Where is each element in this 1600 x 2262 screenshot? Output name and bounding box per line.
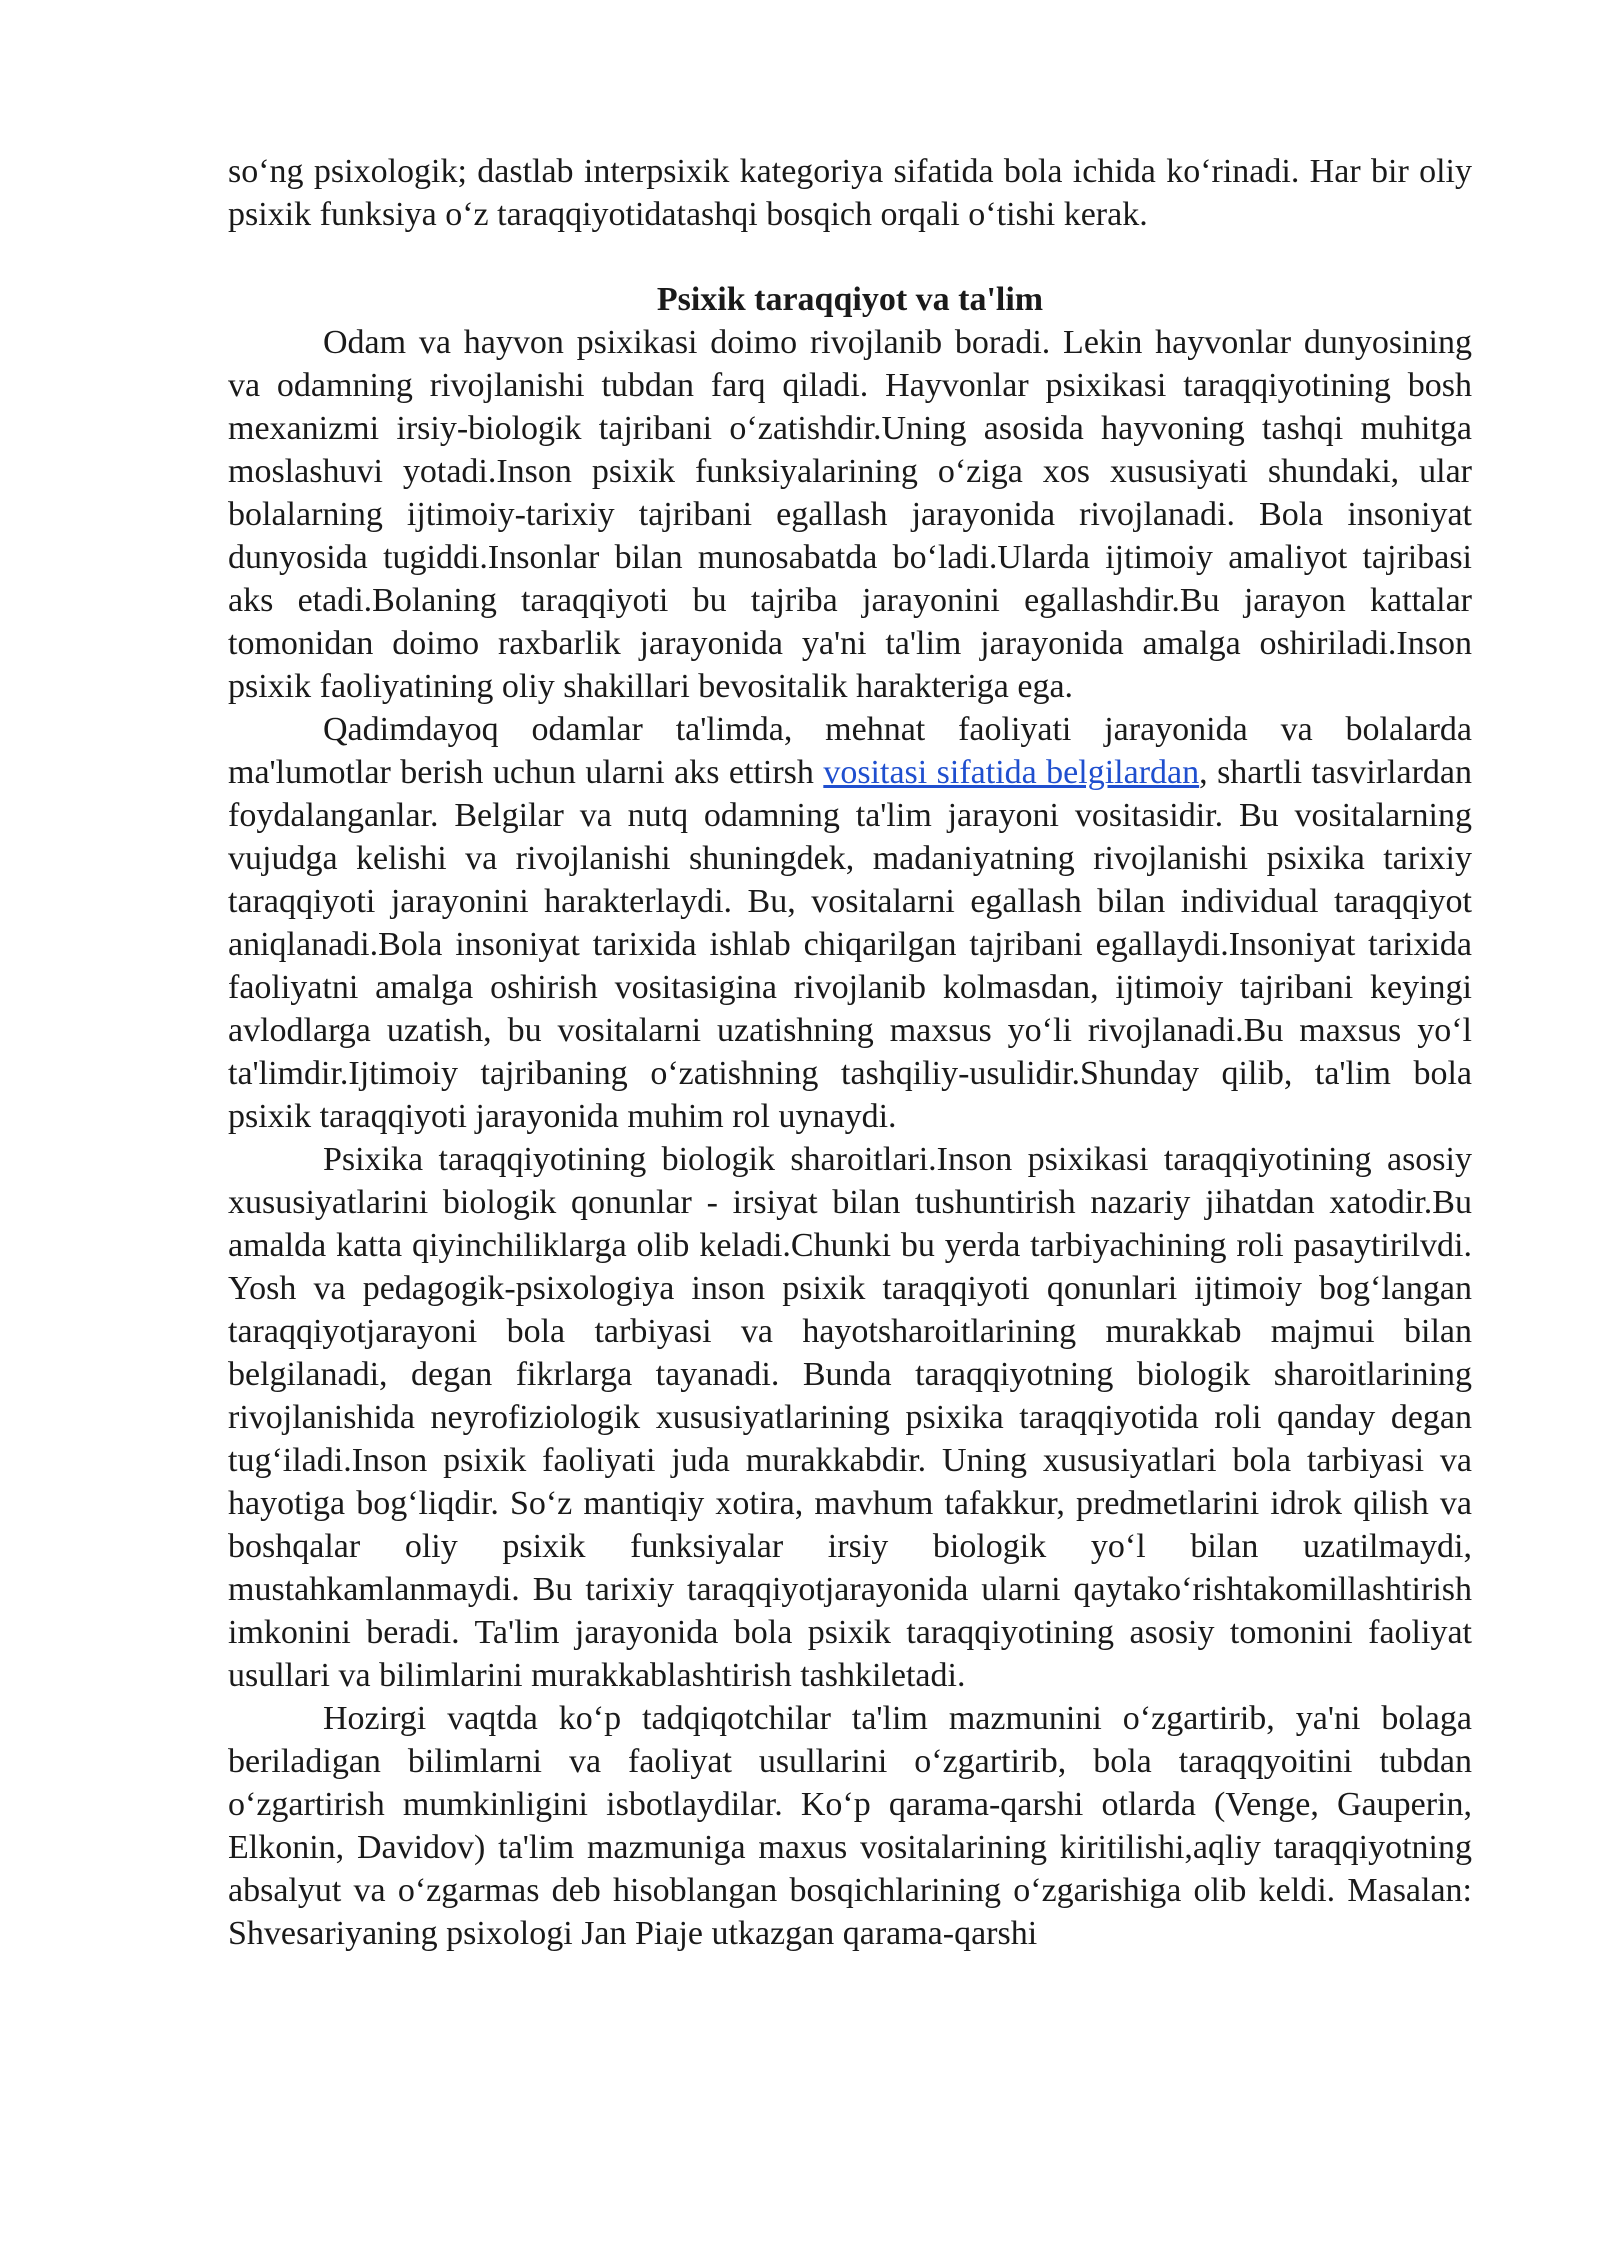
section-heading: Psixik taraqqiyot va ta'lim (656, 281, 1044, 318)
belgilar-link[interactable]: vositasi sifatida belgilardan (823, 754, 1200, 791)
paragraph-2-text-start: Qadimdayoq odamlar ta'limda, mehnat faoliyati jarayonida va bolalarda ma'lumotlar berish uchun ularni aks ettirsh (228, 711, 1472, 791)
paragraph-2-text-end: , shartli tasvirlardan foydalanganlar. Belgilar va nutq odamning ta'lim jarayoni vositasidir. Bu vositalarning vujudga kelishi va rivojlanishi shuningdek, madaniyatning rivojlanishi psixika tarixiy taraqqiyoti jarayonini harakterlaydi. Bu, vositalarni egallash bilan individual taraqqiyot aniqlanadi.Bola insoniyat tarixida ishlab chiqarilgan tajribani egallaydi.Insoniyat tarixida faoliyatni amalga oshirish vositasigina rivojlanib kolmasdan, ijtimoiy tajribani keyingi avlodlarga uzatish, bu vositalarni uzatishning maxsus yo‘li rivojlanadi.Bu maxsus yo‘l ta'limdir.Ijtimoiy tajribaning o‘zatishning tashqiliy-usulidir.Shunday qilib, ta'lim bola psixik taraqqiyoti jarayonida muhim rol uynaydi. (228, 754, 1472, 1135)
paragraph-4: Hozirgi vaqtda ko‘p tadqiqotchilar ta'lim mazmunini o‘zgartirib, ya'ni bolaga beriladigan bilimlarni va faoliyat usullarini o‘zgartirib, bola taraqqyoitini tubdan o‘zgartirish mumkinligini isbotlaydilar. Ko‘p qarama-qarshi otlarda (Venge, Gauperin, Elkonin, Davidov) ta'lim mazmuniga maxus vositalarining kiritilishi,aqliy taraqqiyotning absalyut va o‘zgarmas deb hisoblangan bosqichlarining o‘zgarishiga olib keldi. Masalan: Shvesariyaning psixologi Jan Piaje utkazgan qarama-qarshi (228, 1700, 1472, 1952)
paragraph-2 (228, 708, 1472, 1138)
paragraph-3: Psixika taraqqiyotining biologik sharoitlari.Inson psixikasi taraqqiyotining asosiy xususiyatlarini biologik qonunlar - irsiyat bilan tushuntirish nazariy jihatdan xatodir.Bu amalda katta qiyinchiliklarga olib keladi.Chunki bu yerda tarbiyachining roli pasaytirilvdi. Yosh va pedagogik-psixologiya inson psixik taraqqiyoti qonunlari ijtimoiy bog‘langan taraqqiyotjarayoni bola tarbiyasi va hayotsharoitlarining murakkab majmui bilan belgilanadi, degan fikrlarga tayanadi. Bunda taraqqiyotning biologik sharoitlarining rivojlanishida neyrofiziologik xususiyatlarining psixika taraqqiyotida roli qanday degan tug‘iladi.Inson psixik faoliyati juda murakkabdir. Uning xususiyatlari bola tarbiyasi va hayotiga bog‘liqdir. So‘z mantiqiy xotira, mavhum tafakkur, predmetlarini idrok qilish va boshqalar oliy psixik funksiyalar irsiy biologik yo‘l bilan uzatilmaydi, mustahkamlanmaydi. Bu tarixiy taraqqiyotjarayonida ularni qaytako‘rishtakomillashtirish imkonini beradi. Ta'lim jarayonida bola psixik taraqqiyotining asosiy tomonini faoliyat usullari va bilimlarini murakkablashtirish tashkiletadi. (228, 1141, 1472, 1694)
document-page (228, 150, 1472, 1955)
paragraph-1: Odam va hayvon psixikasi doimo rivojlanib boradi. Lekin hayvonlar dunyosining va odamning rivojlanishi tubdan farq qiladi. Hayvonlar psixikasi taraqqiyotining bosh mexanizmi irsiy-biologik tajribani o‘zatishdir.Uning asosida hayvoning tashqi muhitga moslashuvi yotadi.Inson psixik funksiyalarining o‘ziga xos xususiyati shundaki, ular bolalarning ijtimoiy-tarixiy tajribani egallash jarayonida rivojlanadi. Bola insoniyat dunyosida tugiddi.Insonlar bilan munosabatda bo‘ladi.Ularda ijtimoiy amaliyot tajribasi aks etadi.Bolaning taraqqiyoti bu tajriba jarayonini egallashdir.Bu jarayon kattalar tomonidan doimo raxbarlik jarayonida ya'ni ta'lim jarayonida amalga oshiriladi.Inson psixik faoliyatining oliy shakillari bevositalik harakteriga ega. (228, 324, 1472, 705)
intro-paragraph: so‘ng psixologik; dastlab interpsixik kategoriya sifatida bola ichida ko‘rinadi. Har bir oliy psixik funksiya o‘z taraqqiyotidatashqi bosqich orqali o‘tishi kerak. (228, 153, 1472, 233)
